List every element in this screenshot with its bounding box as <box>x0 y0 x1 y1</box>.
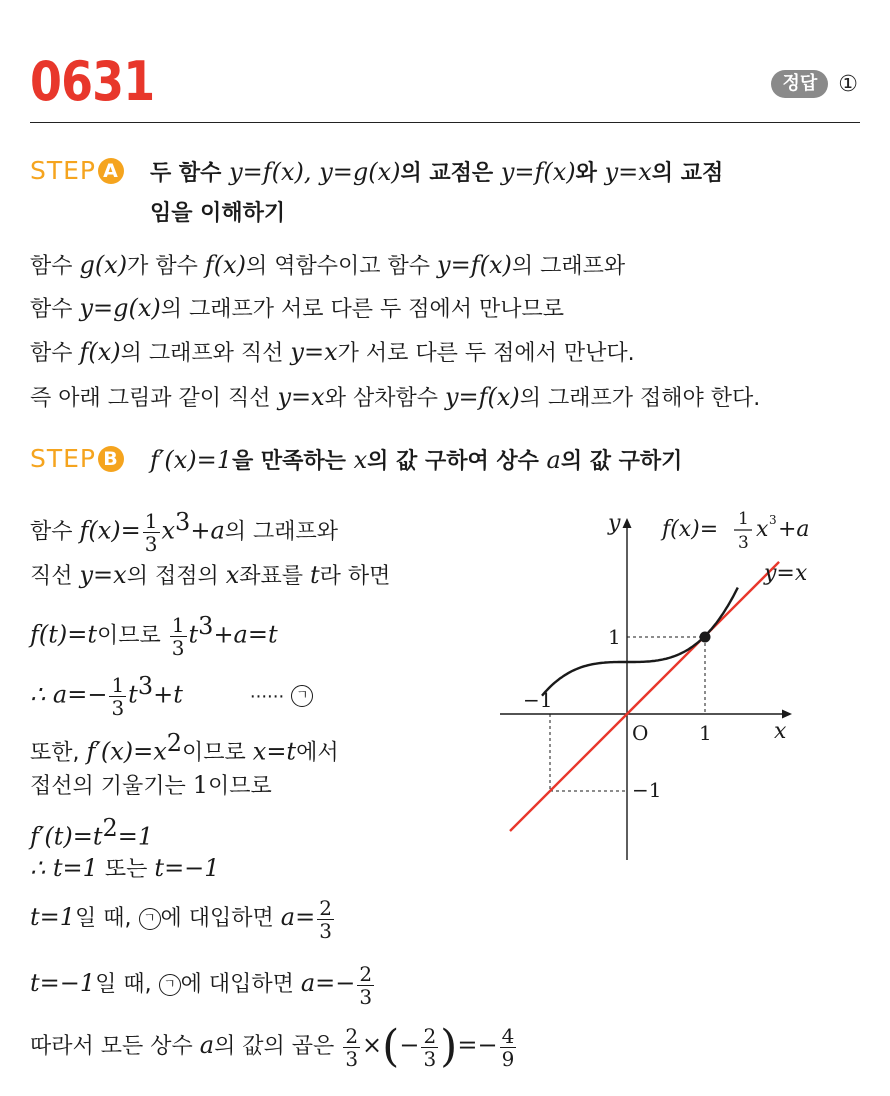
a-l3-p3: 가 서로 다른 두 점에서 만난다. <box>337 341 635 366</box>
step-b-label <box>30 444 124 473</box>
b-l9-p1: 일 때, <box>75 906 139 931</box>
header <box>30 52 860 123</box>
step-b-title-p2: 의 값 구하여 상수 <box>367 449 547 474</box>
b-l5-p1: 또한, <box>30 740 87 766</box>
step-b-line-10 <box>30 958 376 1010</box>
b-l11-p1: 따라서 모든 상수 <box>30 1034 200 1059</box>
a-l4-p2: 와 삼차함수 <box>324 386 445 411</box>
step-a-label-text: STEP <box>30 156 97 185</box>
b-l2-m3: t <box>310 561 320 589</box>
b-l3-m2: t <box>188 620 199 649</box>
b-l11-n2: 2 <box>423 1023 437 1048</box>
b-l11-paren-open: ( <box>382 1021 400 1072</box>
step-b-line-6 <box>30 770 272 802</box>
b-l11-m1: a <box>199 1031 215 1059</box>
b-l5-m1: f′(x)=x <box>86 737 167 766</box>
b-l7-sup: 2 <box>102 814 118 842</box>
b-l11-n3: 4 <box>501 1023 515 1048</box>
b-l10-m2: a=− <box>300 969 356 997</box>
step-b-line-2 <box>30 560 390 592</box>
b-l4-frac <box>109 674 126 719</box>
answer-box <box>771 70 858 98</box>
b-l11-frac-3 <box>500 1025 517 1070</box>
b-l8-m2: t=−1 <box>154 854 220 882</box>
b-l11-d2: 3 <box>423 1046 437 1071</box>
cubic-curve <box>542 588 738 696</box>
b-l11-frac-1 <box>343 1025 360 1070</box>
b-l5-p2: 이므로 <box>182 740 253 766</box>
a-l1-m2: f(x) <box>204 251 247 279</box>
b-l4-num: 1 <box>111 672 125 697</box>
a-l1-p3: 의 역함수이고 함수 <box>246 254 438 279</box>
x-axis-arrow <box>782 710 792 719</box>
b-l10-frac <box>357 963 374 1008</box>
step-a-title-p2: 의 교점은 <box>400 161 501 186</box>
b-l4-m3: +t <box>153 680 183 709</box>
a-l1-p4: 의 그래프와 <box>511 254 626 279</box>
step-b-title-m3: a <box>546 446 561 474</box>
b-l1-den: 3 <box>144 531 158 556</box>
b-l2-p2: 의 접점의 <box>126 564 226 589</box>
a-l4-p1: 즉 아래 그림과 같이 직선 <box>30 386 278 411</box>
curve-label-x: x <box>756 517 769 542</box>
b-l9-m2: a= <box>280 903 316 931</box>
step-b-line-5 <box>30 728 339 768</box>
a-l3-p1: 함수 <box>30 341 80 366</box>
tick-x-pos: 1 <box>699 721 712 745</box>
step-a-line-3 <box>30 337 635 369</box>
step-b-line-4 <box>30 664 313 719</box>
b-l4-m1: ∴ a=− <box>30 680 108 709</box>
b-l2-p3: 좌표를 <box>239 564 310 589</box>
curve-label-num: 1 <box>738 509 749 529</box>
step-a-title-m4: y=x <box>604 158 652 186</box>
b-l3-m1: f(t)=t <box>30 620 98 649</box>
b-l1-frac <box>143 510 160 555</box>
a-l1-p1: 함수 <box>30 254 80 279</box>
step-b-line-11 <box>30 1020 518 1072</box>
b-l2-m2: x <box>225 561 240 589</box>
tick-x-neg: −1 <box>523 688 553 712</box>
tick-y-pos: 1 <box>608 625 621 649</box>
b-l1-sup: 3 <box>175 508 191 536</box>
step-b-title-m1: f′(x)=1 <box>150 446 232 474</box>
b-l1-m2: x <box>161 516 176 545</box>
b-l10-m1: t=−1 <box>30 969 96 997</box>
step-b-header <box>30 440 682 482</box>
b-l11-minus: − <box>399 1031 420 1059</box>
b-l1-m3: +a <box>190 516 225 545</box>
step-a-title-p3: 와 <box>575 161 605 186</box>
step-b-line-1 <box>30 500 338 555</box>
step-b-line-8 <box>30 853 220 885</box>
a-l1-m1: g(x) <box>79 251 128 279</box>
step-b-line-3 <box>30 604 278 659</box>
b-l2-m1: y=x <box>79 561 127 589</box>
b-l3-sup: 3 <box>198 612 214 640</box>
step-a-title-m3: y=f(x) <box>500 158 576 186</box>
step-a-line-4 <box>30 382 760 414</box>
a-l1-m3: y=f(x) <box>437 251 512 279</box>
step-a-line-1 <box>30 250 625 282</box>
b-l4-m2: t <box>128 680 138 709</box>
step-a-line-2 <box>30 293 564 325</box>
b-l2-p4: 라 하면 <box>319 564 391 589</box>
b-l10-p2: 에 대입하면 <box>180 972 301 997</box>
b-l1-m1: f(x)= <box>79 516 141 545</box>
step-b-line-7 <box>30 813 153 853</box>
b-l11-times: × <box>362 1031 383 1059</box>
step-a-title-p1: 두 함수 <box>150 161 230 186</box>
b-l2-p1: 직선 <box>30 564 80 589</box>
curve-label-lhs: f(x)= <box>662 517 719 542</box>
answer-badge: 정답 <box>771 70 828 98</box>
step-b-label-text: STEP <box>30 444 97 473</box>
b-l1-p1: 함수 <box>30 519 80 545</box>
b-l10-den: 3 <box>359 984 373 1009</box>
b-l6-p2: 이므로 <box>208 774 272 799</box>
b-l7-m1: f′(t)=t <box>30 822 103 851</box>
curve-label-sup: 3 <box>769 513 777 527</box>
axis-x-label: x <box>774 719 787 744</box>
b-l9-circ: ㄱ <box>139 908 161 930</box>
step-a-title <box>150 152 723 234</box>
b-l5-sup: 2 <box>166 729 183 757</box>
a-l2-m1: y=g(x) <box>79 294 161 322</box>
step-a-circle: A <box>98 158 124 184</box>
a-l3-p2: 의 그래프와 직선 <box>120 341 291 366</box>
step-b-title <box>150 440 682 482</box>
b-l10-p1: 일 때, <box>95 972 159 997</box>
step-a-header <box>30 152 723 234</box>
b-l7-m2: =1 <box>117 822 154 851</box>
a-l3-m1: f(x) <box>79 338 121 366</box>
line-label: y=x <box>764 561 808 586</box>
step-a-title-line2: 임을 이해하기 <box>150 201 286 226</box>
b-l3-frac <box>170 614 187 659</box>
b-l4-sup: 3 <box>137 672 154 700</box>
b-l1-p2: 의 그래프와 <box>224 519 339 545</box>
b-l11-paren-close: ) <box>440 1021 458 1072</box>
b-l5-p3: 에서 <box>296 740 339 766</box>
a-l4-p3: 의 그래프가 접해야 한다. <box>519 386 761 411</box>
b-l9-num: 2 <box>319 895 332 920</box>
b-l4-den: 3 <box>111 695 125 720</box>
b-l6-m1: 1 <box>192 771 209 799</box>
problem-number: 0631 <box>30 50 155 113</box>
b-l10-circ: ㄱ <box>159 974 181 996</box>
b-l10-num: 2 <box>359 961 373 986</box>
a-l2-p2: 의 그래프가 서로 다른 두 점에서 만나므로 <box>160 297 565 322</box>
tick-y-neg: −1 <box>632 778 662 802</box>
function-graph <box>490 500 840 870</box>
y-axis-arrow <box>623 518 632 528</box>
axis-y-label: y <box>608 511 621 536</box>
b-l4-circ: ㄱ <box>291 685 313 707</box>
b-l11-frac-2 <box>421 1025 438 1070</box>
a-l3-m2: y=x <box>290 338 338 366</box>
curve-label-den: 3 <box>738 533 749 553</box>
step-b-circle: B <box>98 446 124 472</box>
a-l1-p2: 가 함수 <box>127 254 205 279</box>
b-l3-m3: +a=t <box>213 620 278 649</box>
b-l1-num: 1 <box>144 508 158 533</box>
b-l3-den: 3 <box>171 635 185 660</box>
a-l4-m2: y=f(x) <box>444 383 520 411</box>
step-a-label <box>30 156 124 185</box>
step-b-title-p3: 의 값 구하기 <box>560 449 683 474</box>
a-l4-m1: y=x <box>277 383 325 411</box>
b-l11-d3: 9 <box>501 1046 515 1071</box>
b-l9-p2: 에 대입하면 <box>160 906 281 931</box>
b-l9-den: 3 <box>319 918 332 943</box>
b-l11-eq: =− <box>457 1031 498 1059</box>
step-a-title-m2: y=g(x) <box>319 158 401 186</box>
step-b-title-p1: 을 만족하는 <box>232 449 354 474</box>
b-l4-dots: ······ <box>249 686 285 708</box>
step-b-line-9 <box>30 892 336 944</box>
tangent-point <box>700 632 711 643</box>
b-l9-frac <box>317 897 334 942</box>
step-a-title-p4: 의 교점 <box>651 161 724 186</box>
b-l9-m1: t=1 <box>30 903 76 931</box>
curve-label-rhs: +a <box>778 517 810 542</box>
b-l11-d1: 3 <box>345 1046 359 1071</box>
b-l3-p1: 이므로 <box>97 623 168 649</box>
a-l2-p1: 함수 <box>30 297 80 322</box>
b-l11-p2: 의 값의 곱은 <box>214 1034 342 1059</box>
b-l6-p1: 접선의 기울기는 <box>30 774 193 799</box>
origin-label: O <box>632 721 649 745</box>
b-l3-num: 1 <box>171 612 185 637</box>
b-l8-m1: ∴ t=1 <box>30 854 98 882</box>
step-a-title-m1: y=f(x), <box>229 158 312 186</box>
b-l5-m2: x=t <box>252 737 297 766</box>
b-l8-p1: 또는 <box>97 857 155 882</box>
answer-value: ① <box>838 71 858 97</box>
b-l11-n1: 2 <box>345 1023 359 1048</box>
step-b-title-m2: x <box>353 446 368 474</box>
